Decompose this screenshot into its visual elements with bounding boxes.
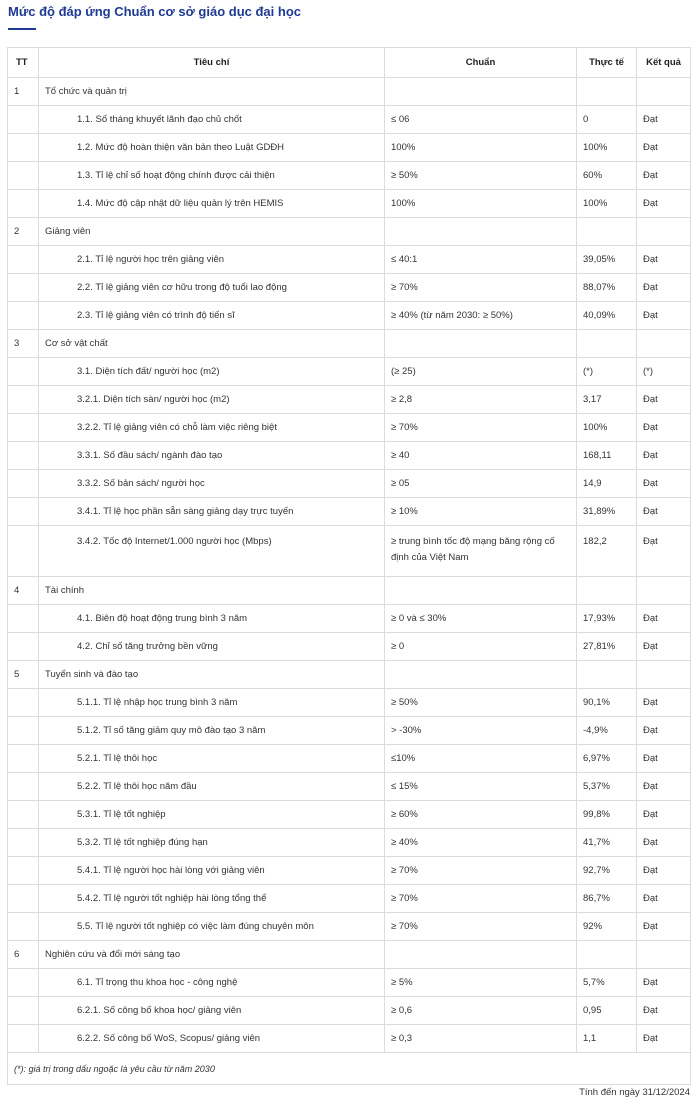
table-row (8, 717, 691, 745)
cell-standard: ≥ 05 (385, 470, 577, 498)
cell-result: Đạt (637, 134, 691, 162)
header-criterion: Tiêu chí (39, 48, 385, 78)
table-row (8, 941, 691, 969)
cell-tt: 3 (8, 330, 39, 358)
table-row (8, 801, 691, 829)
cell-result: Đạt (637, 913, 691, 941)
cell-result: Đạt (637, 274, 691, 302)
cell-criterion: 1.2. Mức độ hoàn thiện văn bản theo Luật GDĐH (39, 134, 385, 162)
cell-criterion: 5.1.1. Tỉ lệ nhập học trung bình 3 năm (39, 689, 385, 717)
cell-result (637, 330, 691, 358)
table-row (8, 969, 691, 997)
footnote: (*): giá trị trong dấu ngoặc là yêu cầu từ năm 2030 (8, 1053, 691, 1085)
table-row (8, 470, 691, 498)
table-body (8, 78, 691, 1053)
table-row (8, 386, 691, 414)
cell-standard: ≥ 70% (385, 414, 577, 442)
cell-result: Đạt (637, 246, 691, 274)
cell-tt: 5 (8, 661, 39, 689)
table-row (8, 997, 691, 1025)
cell-actual: 88,07% (577, 274, 637, 302)
table-row (8, 577, 691, 605)
footnote-row (8, 1053, 691, 1085)
cell-result: Đạt (637, 190, 691, 218)
cell-tt (8, 162, 39, 190)
table-row (8, 633, 691, 661)
cell-actual (577, 941, 637, 969)
table-row (8, 246, 691, 274)
cell-criterion: 2.1. Tỉ lệ người học trên giảng viên (39, 246, 385, 274)
cell-actual: -4,9% (577, 717, 637, 745)
cell-standard: ≥ 70% (385, 885, 577, 913)
cell-actual: 100% (577, 190, 637, 218)
cell-result: Đạt (637, 997, 691, 1025)
cell-result: Đạt (637, 829, 691, 857)
cell-tt (8, 689, 39, 717)
cell-standard: ≥ trung bình tốc độ mạng băng rộng cố định của Việt Nam (385, 526, 577, 577)
cell-standard: ≥ 70% (385, 857, 577, 885)
cell-result: Đạt (637, 498, 691, 526)
cell-result: Đạt (637, 414, 691, 442)
table-row (8, 134, 691, 162)
cell-actual (577, 78, 637, 106)
cell-tt (8, 969, 39, 997)
table-row (8, 857, 691, 885)
cell-tt (8, 470, 39, 498)
cell-standard: ≥ 5% (385, 969, 577, 997)
cell-standard (385, 78, 577, 106)
header-actual: Thực tế (577, 48, 637, 78)
cell-actual: (*) (577, 358, 637, 386)
page-title: Mức độ đáp ứng Chuẩn cơ sở giáo dục đại học (8, 4, 301, 19)
cell-result: Đạt (637, 633, 691, 661)
cell-criterion: 5.4.2. Tỉ lệ người tốt nghiệp hài lòng tổng thể (39, 885, 385, 913)
cell-criterion: Tài chính (39, 577, 385, 605)
table-row (8, 689, 691, 717)
table-row (8, 442, 691, 470)
cell-result: Đạt (637, 717, 691, 745)
table-row (8, 1025, 691, 1053)
cell-result: Đạt (637, 386, 691, 414)
table-row (8, 745, 691, 773)
cell-standard: ≤ 40:1 (385, 246, 577, 274)
cell-tt (8, 1025, 39, 1053)
as-of-date: Tính đến ngày 31/12/2024 (579, 1087, 690, 1098)
cell-tt (8, 190, 39, 218)
cell-result: Đạt (637, 773, 691, 801)
cell-actual: 100% (577, 414, 637, 442)
table-row (8, 605, 691, 633)
cell-criterion: 3.3.2. Số bản sách/ người học (39, 470, 385, 498)
cell-result: (*) (637, 358, 691, 386)
cell-standard: ≥ 60% (385, 801, 577, 829)
cell-actual: 0,95 (577, 997, 637, 1025)
table-row (8, 218, 691, 246)
cell-standard: ≥ 50% (385, 689, 577, 717)
cell-actual: 39,05% (577, 246, 637, 274)
cell-result (637, 78, 691, 106)
table-row (8, 330, 691, 358)
cell-criterion: 6.2.2. Số công bố WoS, Scopus/ giảng viên (39, 1025, 385, 1053)
cell-tt (8, 857, 39, 885)
cell-actual: 14,9 (577, 470, 637, 498)
cell-criterion: 1.3. Tỉ lệ chỉ số hoạt động chính được cải thiện (39, 162, 385, 190)
cell-criterion: 3.4.2. Tốc độ Internet/1.000 người học (Mbps) (39, 526, 385, 577)
cell-result: Đạt (637, 442, 691, 470)
cell-criterion: Cơ sở vật chất (39, 330, 385, 358)
cell-actual (577, 661, 637, 689)
cell-criterion: 4.1. Biên độ hoạt động trung bình 3 năm (39, 605, 385, 633)
cell-standard (385, 330, 577, 358)
cell-tt (8, 414, 39, 442)
cell-criterion: 3.4.1. Tỉ lệ học phần sẵn sàng giảng dạy trực tuyến (39, 498, 385, 526)
title-underline (8, 28, 36, 30)
cell-actual: 5,37% (577, 773, 637, 801)
cell-actual: 92,7% (577, 857, 637, 885)
cell-tt: 4 (8, 577, 39, 605)
cell-actual (577, 577, 637, 605)
cell-tt: 2 (8, 218, 39, 246)
table-row (8, 274, 691, 302)
cell-actual: 27,81% (577, 633, 637, 661)
cell-result (637, 218, 691, 246)
cell-criterion: 5.3.2. Tỉ lệ tốt nghiệp đúng hạn (39, 829, 385, 857)
table-row (8, 302, 691, 330)
cell-standard: ≥ 70% (385, 913, 577, 941)
cell-result: Đạt (637, 162, 691, 190)
cell-standard: ≥ 70% (385, 274, 577, 302)
cell-actual (577, 218, 637, 246)
cell-criterion: 5.2.1. Tỉ lệ thôi học (39, 745, 385, 773)
cell-standard (385, 941, 577, 969)
cell-result: Đạt (637, 745, 691, 773)
cell-tt (8, 745, 39, 773)
cell-tt (8, 633, 39, 661)
cell-result (637, 941, 691, 969)
cell-tt (8, 773, 39, 801)
cell-actual: 5,7% (577, 969, 637, 997)
cell-criterion: 5.2.2. Tỉ lệ thôi học năm đầu (39, 773, 385, 801)
cell-criterion: 5.4.1. Tỉ lệ người học hài lòng với giảng viên (39, 857, 385, 885)
cell-tt (8, 106, 39, 134)
cell-standard: ≥ 0 và ≤ 30% (385, 605, 577, 633)
cell-tt (8, 829, 39, 857)
cell-standard: ≥ 0,6 (385, 997, 577, 1025)
cell-actual: 40,09% (577, 302, 637, 330)
cell-criterion: 3.1. Diện tích đất/ người học (m2) (39, 358, 385, 386)
table-row (8, 526, 691, 577)
cell-criterion: 5.1.2. Tỉ số tăng giảm quy mô đào tạo 3 năm (39, 717, 385, 745)
cell-result: Đạt (637, 605, 691, 633)
cell-result: Đạt (637, 689, 691, 717)
cell-standard: ≥ 40% (từ năm 2030: ≥ 50%) (385, 302, 577, 330)
cell-standard: ≥ 10% (385, 498, 577, 526)
cell-tt (8, 717, 39, 745)
cell-standard: 100% (385, 190, 577, 218)
cell-tt (8, 442, 39, 470)
cell-tt (8, 885, 39, 913)
cell-tt (8, 526, 39, 577)
cell-tt (8, 498, 39, 526)
table-row (8, 773, 691, 801)
cell-standard (385, 661, 577, 689)
cell-criterion: 1.4. Mức độ cập nhật dữ liệu quản lý trên HEMIS (39, 190, 385, 218)
table-header-row (8, 48, 691, 78)
cell-criterion: Giảng viên (39, 218, 385, 246)
cell-actual (577, 330, 637, 358)
cell-result: Đạt (637, 801, 691, 829)
table-row (8, 190, 691, 218)
cell-actual: 168,11 (577, 442, 637, 470)
cell-result: Đạt (637, 470, 691, 498)
cell-standard: > -30% (385, 717, 577, 745)
cell-tt (8, 997, 39, 1025)
cell-standard: ≤10% (385, 745, 577, 773)
cell-tt (8, 801, 39, 829)
table-row (8, 78, 691, 106)
cell-tt (8, 605, 39, 633)
cell-criterion: Tuyển sinh và đào tạo (39, 661, 385, 689)
cell-actual: 17,93% (577, 605, 637, 633)
cell-tt (8, 302, 39, 330)
cell-standard: ≥ 0,3 (385, 1025, 577, 1053)
cell-criterion: 3.3.1. Số đầu sách/ ngành đào tạo (39, 442, 385, 470)
cell-standard: ≤ 06 (385, 106, 577, 134)
cell-actual: 99,8% (577, 801, 637, 829)
cell-standard: ≥ 50% (385, 162, 577, 190)
header-result: Kết quả (637, 48, 691, 78)
cell-standard (385, 218, 577, 246)
cell-tt (8, 386, 39, 414)
cell-standard: ≥ 40 (385, 442, 577, 470)
table-row (8, 913, 691, 941)
cell-actual: 92% (577, 913, 637, 941)
cell-actual: 6,97% (577, 745, 637, 773)
table-row (8, 414, 691, 442)
cell-criterion: 3.2.2. Tỉ lệ giảng viên có chỗ làm việc riêng biệt (39, 414, 385, 442)
header-standard: Chuẩn (385, 48, 577, 78)
cell-criterion: 2.2. Tỉ lệ giảng viên cơ hữu trong độ tuổi lao động (39, 274, 385, 302)
cell-result: Đạt (637, 857, 691, 885)
cell-standard: ≥ 0 (385, 633, 577, 661)
header-tt: TT (8, 48, 39, 78)
cell-standard: ≥ 2,8 (385, 386, 577, 414)
cell-standard: ≤ 15% (385, 773, 577, 801)
cell-result: Đạt (637, 302, 691, 330)
table-row (8, 358, 691, 386)
standards-table (7, 47, 691, 1085)
cell-tt (8, 358, 39, 386)
cell-criterion: 5.3.1. Tỉ lệ tốt nghiệp (39, 801, 385, 829)
cell-actual: 100% (577, 134, 637, 162)
cell-actual: 182,2 (577, 526, 637, 577)
cell-criterion: 3.2.1. Diện tích sàn/ người học (m2) (39, 386, 385, 414)
cell-result: Đạt (637, 969, 691, 997)
cell-standard (385, 577, 577, 605)
cell-result (637, 577, 691, 605)
cell-criterion: Nghiên cứu và đổi mới sáng tạo (39, 941, 385, 969)
cell-tt: 1 (8, 78, 39, 106)
table-row (8, 829, 691, 857)
cell-standard: 100% (385, 134, 577, 162)
table-row (8, 885, 691, 913)
cell-result: Đạt (637, 1025, 691, 1053)
cell-criterion: 1.1. Số tháng khuyết lãnh đạo chủ chốt (39, 106, 385, 134)
cell-actual: 1,1 (577, 1025, 637, 1053)
cell-actual: 60% (577, 162, 637, 190)
cell-actual: 90,1% (577, 689, 637, 717)
cell-result: Đạt (637, 885, 691, 913)
cell-tt (8, 274, 39, 302)
cell-criterion: 2.3. Tỉ lệ giảng viên có trình độ tiến sĩ (39, 302, 385, 330)
cell-actual: 0 (577, 106, 637, 134)
cell-tt (8, 134, 39, 162)
cell-actual: 86,7% (577, 885, 637, 913)
cell-standard: ≥ 40% (385, 829, 577, 857)
table-row (8, 106, 691, 134)
cell-criterion: Tổ chức và quản trị (39, 78, 385, 106)
table-row (8, 498, 691, 526)
table-row (8, 162, 691, 190)
cell-result: Đạt (637, 106, 691, 134)
cell-criterion: 5.5. Tỉ lệ người tốt nghiệp có việc làm đúng chuyên môn (39, 913, 385, 941)
cell-tt: 6 (8, 941, 39, 969)
cell-tt (8, 246, 39, 274)
cell-criterion: 6.1. Tỉ trọng thu khoa học - công nghệ (39, 969, 385, 997)
cell-criterion: 6.2.1. Số công bố khoa học/ giảng viên (39, 997, 385, 1025)
table-row (8, 661, 691, 689)
cell-actual: 3,17 (577, 386, 637, 414)
cell-tt (8, 913, 39, 941)
cell-actual: 31,89% (577, 498, 637, 526)
cell-result: Đạt (637, 526, 691, 577)
cell-criterion: 4.2. Chỉ số tăng trưởng bền vững (39, 633, 385, 661)
cell-result (637, 661, 691, 689)
cell-standard: (≥ 25) (385, 358, 577, 386)
cell-actual: 41,7% (577, 829, 637, 857)
